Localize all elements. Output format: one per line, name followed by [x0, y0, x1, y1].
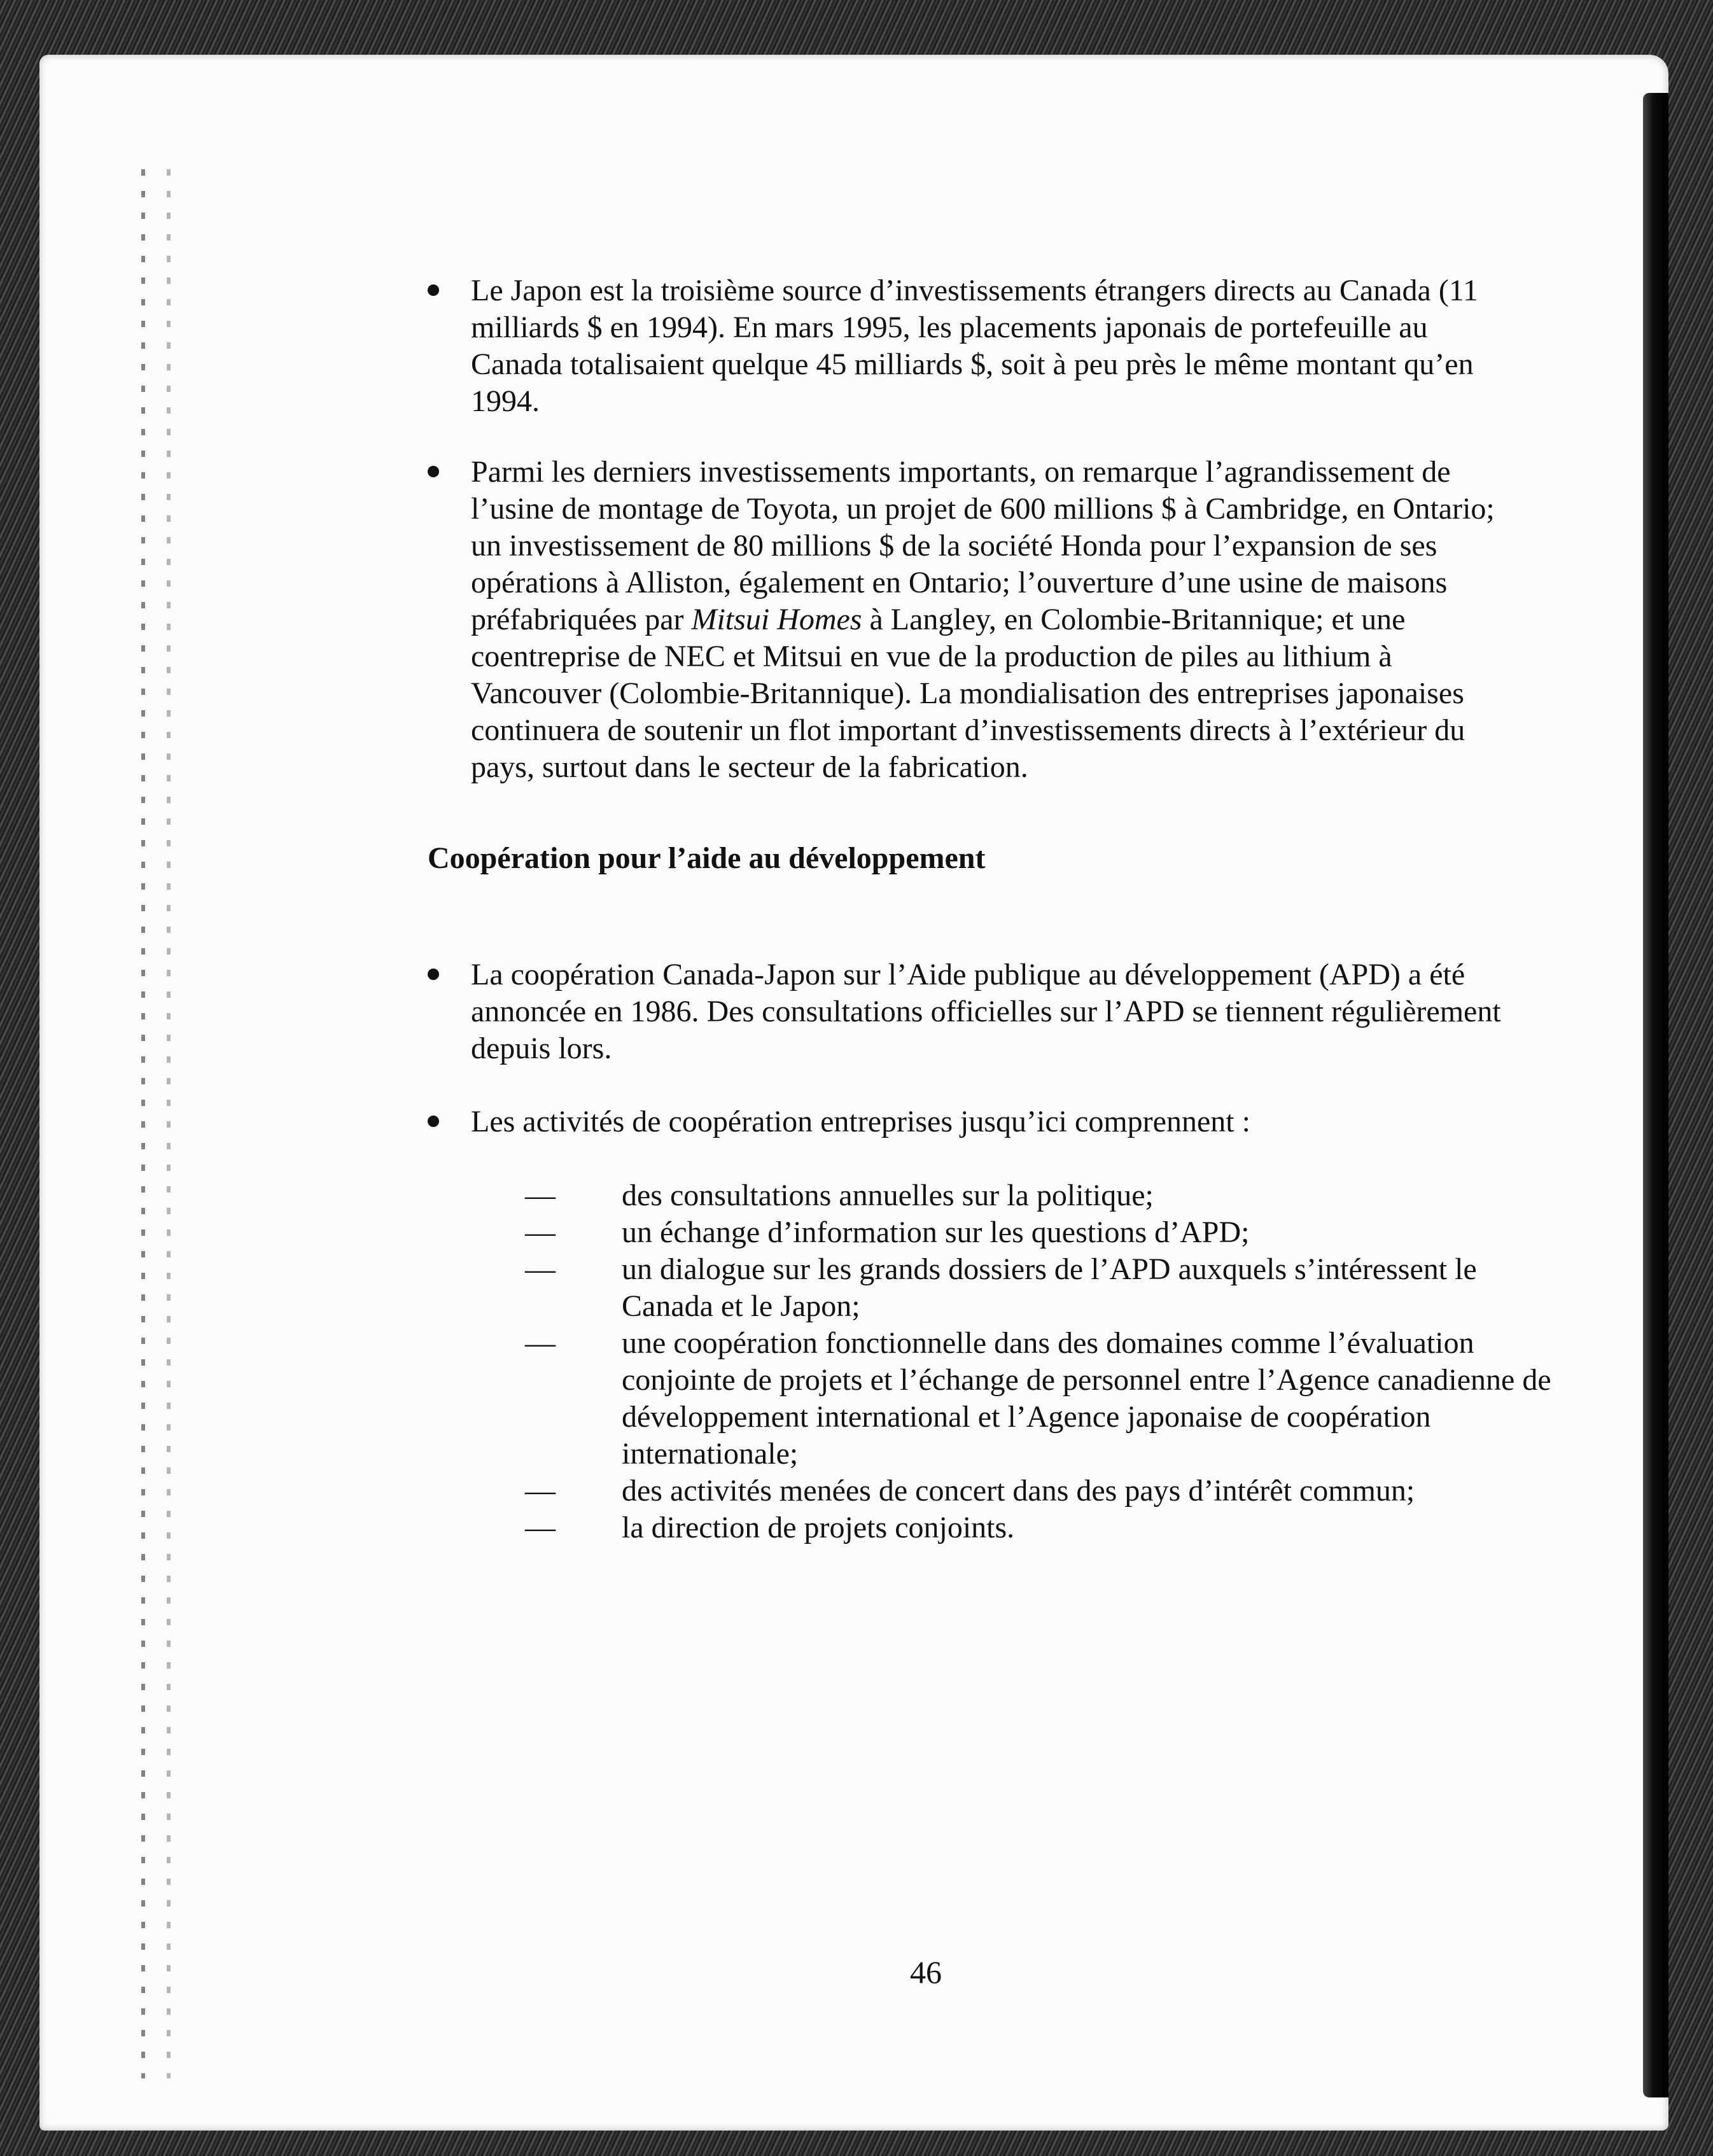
dash-icon: — — [525, 1326, 556, 1360]
list-item — [525, 1509, 1569, 1546]
list-item-text: des consultations annuelles sur la politique; — [622, 1179, 1154, 1212]
list-item-text: des activités menées de concert dans des pays d’intérêt commun; — [622, 1474, 1415, 1508]
list-item — [525, 1214, 1569, 1251]
section-heading: Coopération pour l’aide au développement — [428, 841, 986, 875]
list-item — [525, 1177, 1569, 1214]
dash-icon: — — [525, 1511, 556, 1544]
paragraph-recent-investments — [471, 454, 1521, 786]
paragraph-text-part: à Langley, en Colombie-Britannique; et une coentreprise de NEC et Mitsui en vue de la production de piles au lithium à Vancouver (Colombie-Britannique). La mondialisation des entreprises japonaises continuera de soutenir un flot important d’investissements directs à l’extérieur du pays, surtout dans le secteur de la fabrication. — [471, 603, 1465, 784]
dash-icon: — — [525, 1474, 556, 1508]
paragraph-text: Les activités de coopération entreprises jusqu’ici comprennent : — [471, 1105, 1250, 1138]
paragraph-text-part: Parmi les derniers investissements importants, on remarque l’agrandissement de l’usine de montage de Toyota, un projet de 600 millions $ à Cambridge, en Ontario; un investissement de 80 millions $ de la société Honda pour l’expansion de ses opérations à Alliston, également en Ontario; l’ouverture d’une usine de maisons préfabriquées par — [471, 455, 1495, 636]
list-item — [525, 1325, 1569, 1473]
company-name-italic: Mitsui Homes — [691, 603, 862, 636]
activities-list — [525, 1177, 1569, 1546]
bullet-icon — [428, 969, 439, 980]
list-item-text: la direction de projets conjoints. — [622, 1511, 1015, 1544]
bullet-icon — [428, 284, 439, 296]
list-item-text: un dialogue sur les grands dossiers de l’APD auxquels s’intéressent le Canada et le Japon; — [622, 1252, 1477, 1323]
page-number: 46 — [910, 1954, 942, 1990]
list-item — [525, 1473, 1569, 1509]
paragraph-apd-cooperation — [471, 956, 1521, 1067]
list-item-text: une coopération fonctionnelle dans des domaines comme l’évaluation conjointe de projets et l’échange de personnel entre l’Agence canadienne de développement international et l’Agence japonaise de coopération internationale; — [622, 1326, 1551, 1471]
dash-icon: — — [525, 1179, 556, 1212]
bullet-icon — [428, 466, 439, 477]
list-item-text: un échange d’information sur les questions d’APD; — [622, 1215, 1250, 1249]
paragraph-text — [471, 454, 1521, 786]
paragraph-text: Le Japon est la troisième source d’investissements étrangers directs au Canada (11 milliards $ en 1994). En mars 1995, les placements japonais de portefeuille au Canada totalisaient quelque 45 milliards $, soit à peu près le même montant qu’en 1994. — [471, 274, 1479, 418]
dash-icon: — — [525, 1215, 556, 1249]
bullet-icon — [428, 1116, 439, 1127]
paragraph-japan-investment — [471, 272, 1521, 420]
dash-icon: — — [525, 1252, 556, 1286]
list-item — [525, 1251, 1569, 1325]
paragraph-text: La coopération Canada-Japon sur l’Aide publique au développement (APD) a été annoncée en 1986. Des consultations officielles sur l’APD se tiennent régulièrement depuis lors. — [471, 958, 1501, 1065]
paragraph-activities-intro — [471, 1103, 1521, 1140]
